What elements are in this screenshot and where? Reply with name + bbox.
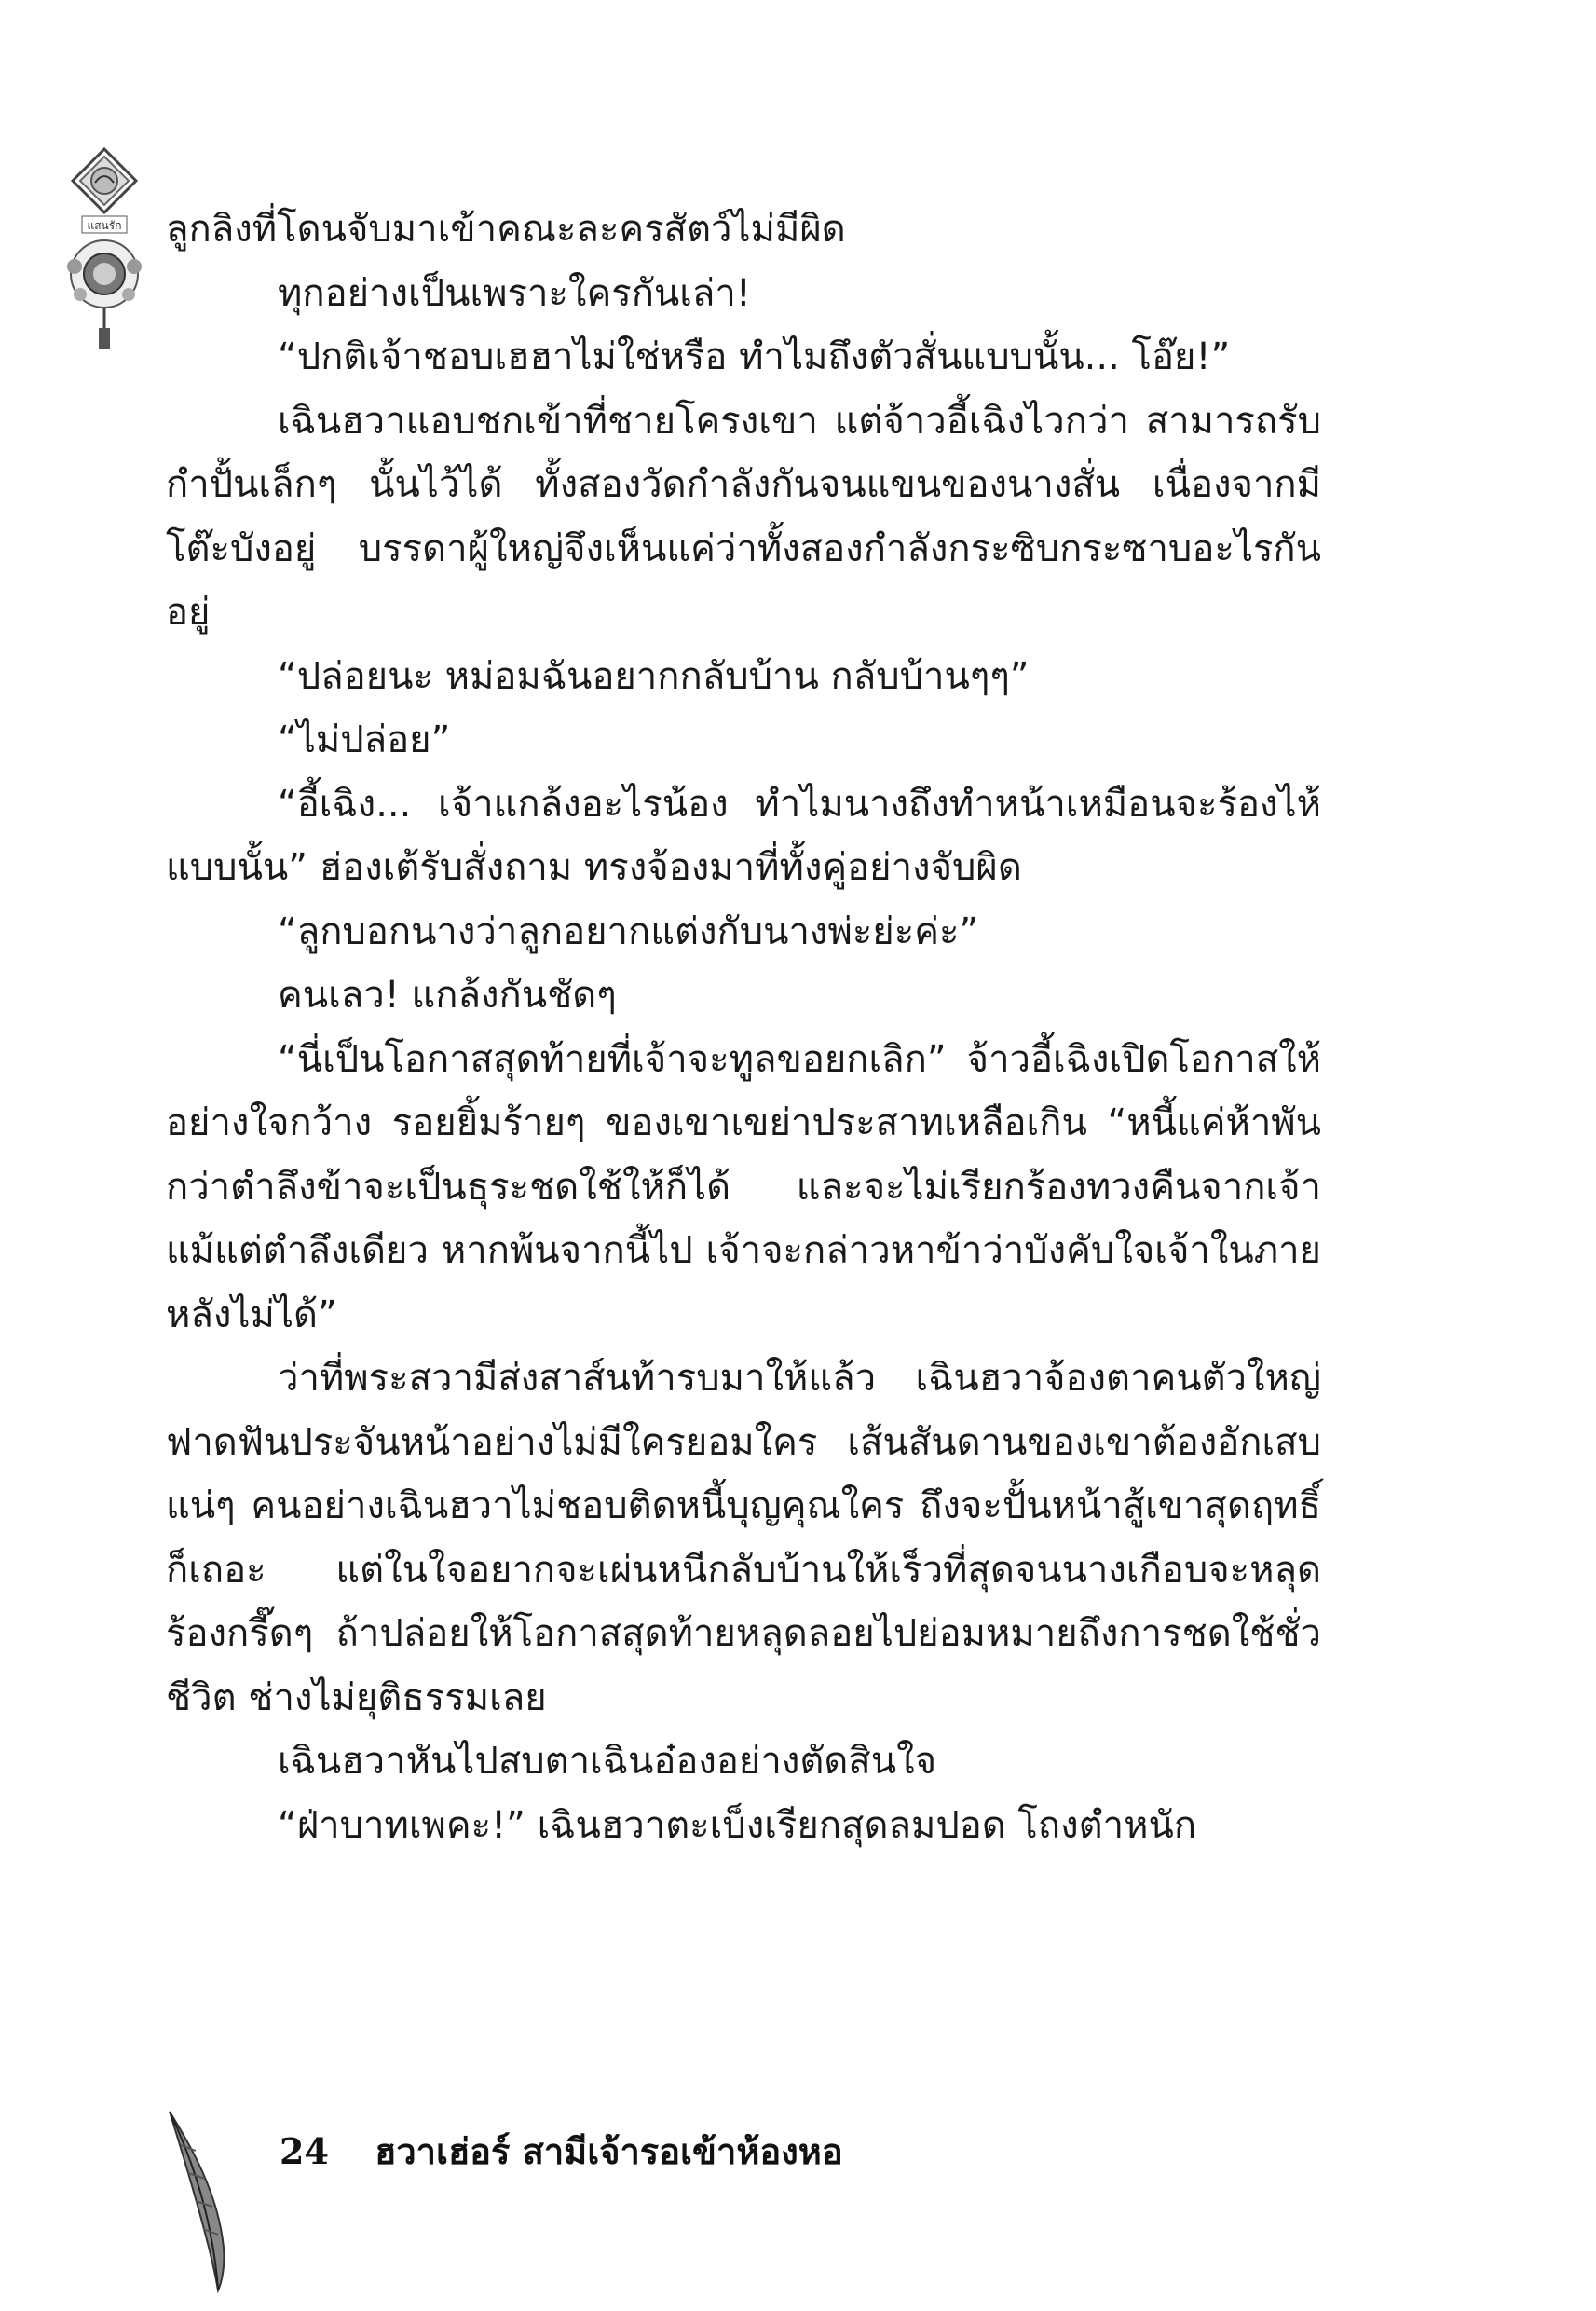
book-title: ฮวาเฮ่อร์ สามีเจ้ารอเข้าห้องหอ xyxy=(375,2130,843,2172)
paragraph-12: เฉินฮวาหันไปสบตาเฉินอ๋องอย่างตัดสินใจ xyxy=(278,1740,937,1783)
lantern-ornament-icon xyxy=(61,145,147,352)
paragraph-13: “ฝ่าบาทเพคะ!” เฉินฮวาตะเบ็งเรียกสุดลมปอด โถงตำหนัก xyxy=(278,1803,1197,1847)
paragraph-4: เฉินฮวาแอบชกเข้าที่ชายโครงเขา แต่จ้าวอี้เฉิงไวกว่า สามารถรับกำปั้นเล็กๆ นั้นไว้ได้ ทั้งสองวัดกำลังกันจนแขนของนางสั่น เนื่องจากมีโต๊ะบังอยู่ บรรดาผู้ใหญ่จึงเห็นแค่ว่าทั้งสองกำลังกระซิบกระซาบอะไรกันอยู่ xyxy=(166,399,1321,634)
paragraph-1: ลูกลิงที่โดนจับมาเข้าคณะละครสัตว์ไม่มีผิด xyxy=(166,208,846,251)
ornament-label: แสนรัก xyxy=(87,219,122,232)
paragraph-10: “นี่เป็นโอกาสสุดท้ายที่เจ้าจะทูลขอยกเลิก” จ้าวอี้เฉิงเปิดโอกาสให้อย่างใจกว้าง รอยยิ้มร้ายๆ ของเขาเขย่าประสาทเหลือเกิน “หนี้แค่ห้าพันกว่าตำลึงข้าจะเป็นธุระชดใช้ให้ก็ได้ และจะไม่เรียกร้องทวงคืนจากเจ้าแม้แต่ตำลึงเดียว หากพ้นจากนี้ไป เจ้าจะกล่าวหาข้าว่าบังคับใจเจ้าในภายหลังไม่ได้” xyxy=(166,1037,1321,1336)
paragraph-2: ทุกอย่างเป็นเพราะใครกันเล่า! xyxy=(278,271,751,315)
paragraph-9: คนเลว! แกล้งกันชัดๆ xyxy=(278,974,617,1017)
page-number: 24 xyxy=(280,2130,329,2172)
paragraph-5: “ปล่อยนะ หม่อมฉันอยากกลับบ้าน กลับบ้านๆๆ” xyxy=(278,654,1030,698)
body-text xyxy=(166,198,1321,1857)
page-footer xyxy=(280,2123,843,2180)
paragraph-8: “ลูกบอกนางว่าลูกอยากแต่งกับนางพ่ะย่ะค่ะ” xyxy=(278,909,979,953)
paragraph-6: “ไม่ปล่อย” xyxy=(278,718,451,761)
paragraph-11: ว่าที่พระสวามีส่งสาส์นท้ารบมาให้แล้ว เฉินฮวาจ้องตาคนตัวใหญ่ฟาดฟันประจันหน้าอย่างไม่มีใครยอมใคร เส้นสันดานของเขาต้องอักเสบแน่ๆ คนอย่างเฉินฮวาไม่ชอบติดหนี้บุญคุณใคร ถึงจะปั้นหน้าสู้เขาสุดฤทธิ์ก็เถอะ แต่ในใจอยากจะเผ่นหนีกลับบ้านให้เร็วที่สุดจนนางเกือบจะหลุดร้องกรี๊ดๆ ถ้าปล่อยให้โอกาสสุดท้ายหลุดลอยไปย่อมหมายถึงการชดใช้ชั่วชีวิต ช่างไม่ยุติธรรมเลย xyxy=(166,1357,1321,1719)
feather-icon xyxy=(162,2108,246,2294)
paragraph-3: “ปกติเจ้าชอบเฮฮาไม่ใช่หรือ ทำไมถึงตัวสั่นแบบนั้น... โอ๊ย!” xyxy=(278,335,1231,378)
paragraph-7: “อี้เฉิง... เจ้าแกล้งอะไรน้อง ทำไมนางถึงทำหน้าเหมือนจะร้องไห้แบบนั้น” ฮ่องเต้รับสั่งถาม ทรงจ้องมาที่ทั้งคู่อย่างจับผิด xyxy=(166,782,1321,889)
